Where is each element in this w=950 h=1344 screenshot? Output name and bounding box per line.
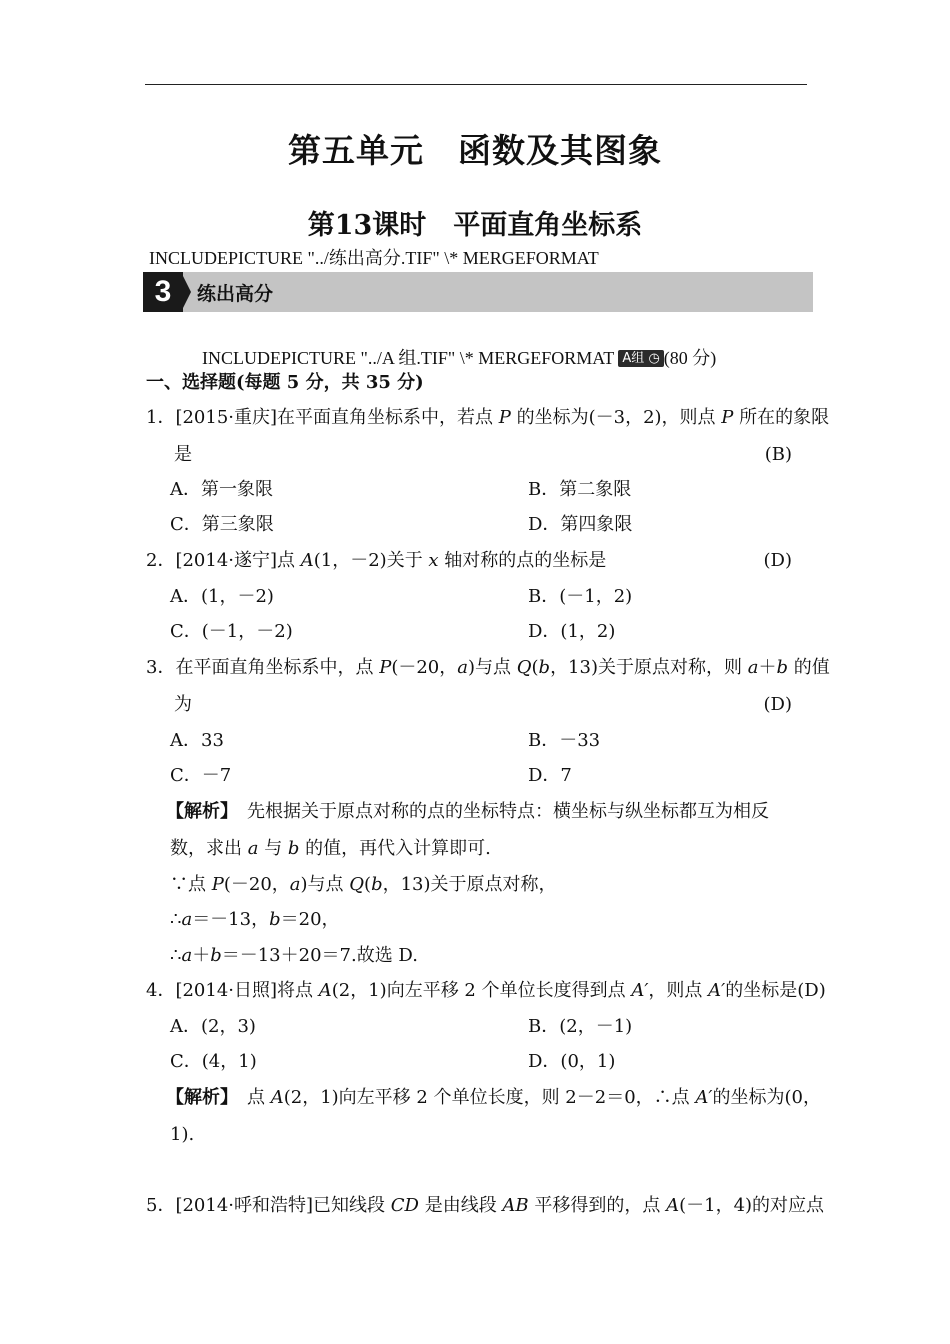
q3-option-a: A．33 <box>170 730 224 751</box>
q2-option-c: C．(－1，－2) <box>170 621 293 642</box>
q1-option-a: A．第一象限 <box>170 479 273 500</box>
q2-var-a: A <box>300 550 314 571</box>
q3-var-b: b <box>538 657 551 678</box>
group-score: (80 分) <box>663 348 717 368</box>
q5-var-cd: CD <box>390 1195 419 1216</box>
q3-s2-a: ∴ <box>170 909 182 930</box>
q3-s3-c: ＋ <box>192 945 211 966</box>
q3-s1-e: )与点 <box>300 874 350 895</box>
q3-analysis-tag: 【解析】 <box>166 801 229 822</box>
q3-an2-c: 与 <box>258 838 288 859</box>
q3-t1: 3．在平面直角坐标系中，点 <box>146 657 380 678</box>
q3-option-c: C．－7 <box>170 765 232 786</box>
q3-plus: ＋ <box>758 657 777 678</box>
q2-stem <box>146 549 796 573</box>
section-banner <box>143 272 813 312</box>
q3-s1-h: b <box>371 874 383 895</box>
q3-analysis-2 <box>170 837 491 861</box>
q3-stem-cont <box>174 693 794 717</box>
q5-var-a: A <box>666 1195 680 1216</box>
q2-text-3: 轴对称的点的坐标是 <box>438 550 607 571</box>
q4-t2: (2，1)向左平移 2 个单位长度得到点 <box>331 980 632 1001</box>
q3-an2-e: 的值，再代入计算即可. <box>299 838 491 859</box>
q3-s1-g: ( <box>364 874 372 895</box>
q3-s3-b: a <box>181 945 193 966</box>
q4-an-2: A <box>270 1087 284 1108</box>
q5-t3: 平移得到的，点 <box>528 1195 667 1216</box>
q3-s1-i: ，13)关于原点对称， <box>382 874 557 895</box>
q3-answer: (D) <box>763 694 792 715</box>
q2-option-d: D．(1，2) <box>528 621 616 642</box>
lesson-title: 第13课时 平面直角坐标系 <box>307 210 643 241</box>
q1-stem <box>146 406 829 430</box>
q4-option-a: A．(2，3) <box>170 1016 256 1037</box>
q3-s2-c: ＝－13， <box>192 909 270 930</box>
section-heading-text: 一、选择题(每题 5 分，共 35 分) <box>146 372 424 393</box>
q3-s1-c: (－20， <box>223 874 290 895</box>
q3-analysis-text-1: 先根据关于原点对称的点的坐标特点：横坐标与纵坐标都互为相反 <box>229 801 769 822</box>
q1-text-3: 所在的象限 <box>733 407 830 428</box>
q3-s2-d: b <box>269 909 281 930</box>
q4-t4: 的坐标是 <box>725 980 798 1001</box>
q3-var-a: a <box>457 657 468 678</box>
q3-var-p: P <box>379 657 392 678</box>
q4-t1: 4．[2014·日照]将点 <box>146 980 319 1001</box>
q4-option-c: C．(4，1) <box>170 1051 257 1072</box>
q2-var-x: x <box>428 550 439 571</box>
q2-answer: (D) <box>763 550 792 571</box>
q4-an-4: A′ <box>695 1087 713 1108</box>
q4-an-5: 的坐标为(0， <box>712 1087 821 1108</box>
q3-s1-a: ∵点 <box>170 874 212 895</box>
banner-notch <box>183 276 191 308</box>
q3-s3-a: ∴ <box>170 945 182 966</box>
banner-label: 练出高分 <box>197 283 274 305</box>
q1-text-cont: 是 <box>174 444 192 465</box>
q2-text-2: (1，－2)关于 <box>313 550 429 571</box>
field-code-1: INCLUDEPICTURE "../练出高分.TIF" \* MERGEFORMAT <box>149 248 599 268</box>
q4-var-a-prime: A′ <box>631 980 649 1001</box>
group-badge <box>618 350 663 367</box>
q4-analysis-tag: 【解析】 <box>166 1087 229 1108</box>
q3-an2-b: a <box>247 838 259 859</box>
q3-var-b2: b <box>776 657 788 678</box>
q2-option-b: B．(－1，2) <box>528 586 633 607</box>
unit-title: 第五单元 函数及其图象 <box>288 131 662 170</box>
q3-t2: (－20， <box>391 657 458 678</box>
q3-s1-f: Q <box>349 874 365 895</box>
q2-text-1: 2．[2014·遂宁]点 <box>146 550 301 571</box>
q5-stem <box>146 1194 824 1218</box>
q4-analysis-2: 1). <box>170 1124 195 1145</box>
q1-option-b: B．第二象限 <box>528 479 632 500</box>
group-badge-label: A组 <box>622 351 645 366</box>
clock-icon: ◷ <box>648 351 660 366</box>
q3-solution-1 <box>170 873 557 897</box>
q3-s2-b: a <box>181 909 193 930</box>
q1-var-p: P <box>498 407 511 428</box>
q4-answer: (D) <box>797 980 826 1001</box>
q1-text-1: 1．[2015·重庆]在平面直角坐标系中，若点 <box>146 407 499 428</box>
q5-var-ab: AB <box>502 1195 529 1216</box>
field-code-2: INCLUDEPICTURE "../A 组.TIF" \* MERGEFORMAT <box>202 348 614 368</box>
q1-answer: (B) <box>764 444 792 465</box>
q1-option-d: D．第四象限 <box>528 514 633 535</box>
q3-stem <box>146 656 830 680</box>
q4-var-a: A <box>318 980 332 1001</box>
q3-text-cont: 为 <box>174 694 192 715</box>
q2-option-a: A．(1，－2) <box>170 586 274 607</box>
q3-s2-e: ＝20， <box>280 909 340 930</box>
q4-option-d: D．(0，1) <box>528 1051 616 1072</box>
q4-var-a-prime-2: A′ <box>708 980 726 1001</box>
q1-text-2: 的坐标为(－3，2)，则点 <box>510 407 722 428</box>
q3-solution-3 <box>170 944 418 968</box>
q3-option-d: D．7 <box>528 765 572 786</box>
banner-number: 3 <box>143 272 183 312</box>
q1-stem-cont <box>174 443 794 467</box>
q5-t2: 是由线段 <box>418 1195 503 1216</box>
q5-t4: (－1，4)的对应点 <box>679 1195 825 1216</box>
q3-t5: ，13)关于原点对称，则 <box>550 657 748 678</box>
q3-var-a2: a <box>747 657 759 678</box>
q4-an-3: (2，1)向左平移 2 个单位长度，则 2－2＝0，∴点 <box>283 1087 696 1108</box>
q3-t3: )与点 <box>467 657 517 678</box>
section-heading <box>146 371 424 395</box>
q3-solution-2 <box>170 908 340 932</box>
q3-s1-d: a <box>289 874 301 895</box>
group-line <box>202 346 716 370</box>
q3-an2-d: b <box>287 838 300 859</box>
q3-t6: 的值 <box>787 657 830 678</box>
q3-analysis-1 <box>166 800 769 824</box>
q3-s1-b: P <box>211 874 224 895</box>
q1-var-p2: P <box>721 407 734 428</box>
top-rule <box>145 84 807 85</box>
q4-analysis-1 <box>166 1086 821 1110</box>
q5-t1: 5．[2014·呼和浩特]已知线段 <box>146 1195 391 1216</box>
q4-stem <box>146 979 826 1003</box>
q3-option-b: B．－33 <box>528 730 601 751</box>
q4-option-b: B．(2，－1) <box>528 1016 633 1037</box>
q3-s3-d: b <box>210 945 222 966</box>
q3-an2-a: 数，求出 <box>170 838 248 859</box>
q4-t3: ，则点 <box>648 980 709 1001</box>
q3-t4: ( <box>531 657 539 678</box>
q3-s3-e: ＝－13＋20＝7.故选 D. <box>221 945 418 966</box>
q3-var-q: Q <box>516 657 532 678</box>
q4-an-1: 点 <box>229 1087 271 1108</box>
q1-option-c: C．第三象限 <box>170 514 274 535</box>
